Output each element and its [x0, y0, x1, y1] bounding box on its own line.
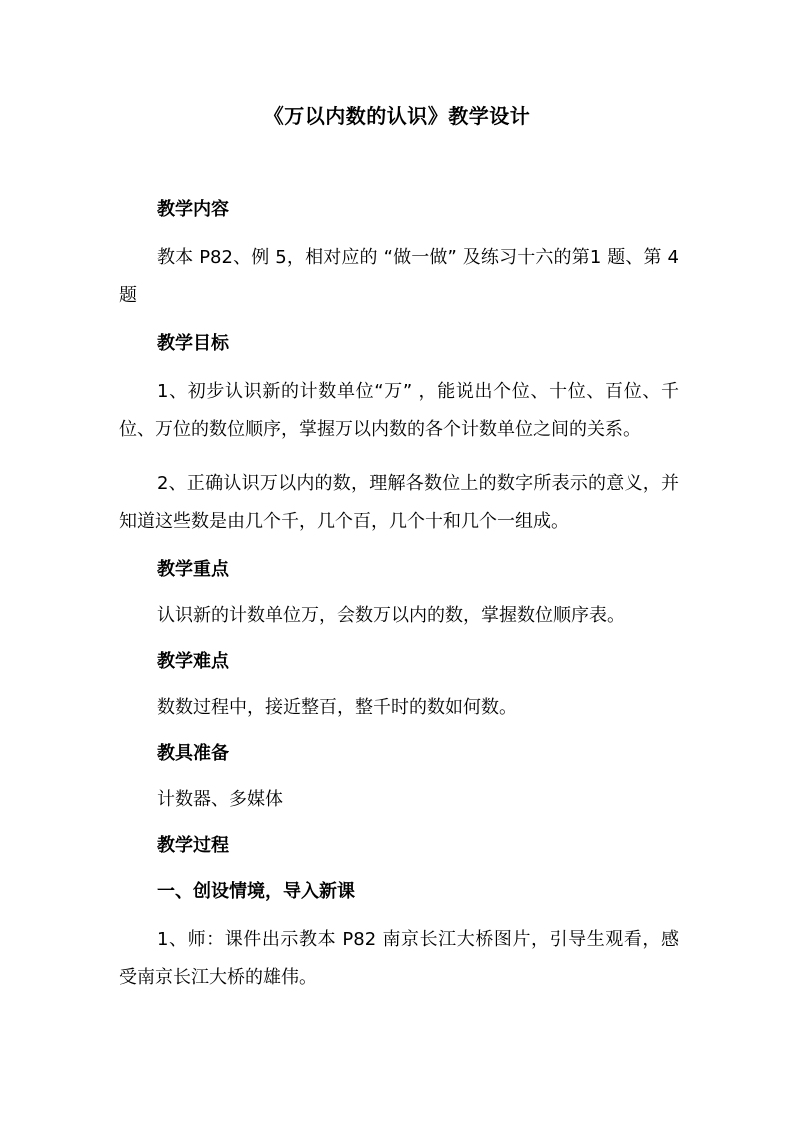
section-text-key-points: 认识新的计数单位万，会数万以内的数，掌握数位顺序表。 — [157, 605, 625, 626]
section-heading-key-points: 教学重点 — [157, 559, 229, 580]
section-heading-content: 教学内容 — [157, 199, 229, 220]
section-text-tools: 计数器、多媒体 — [157, 789, 283, 810]
step-1-heading: 一、创设情境，导入新课 — [157, 881, 355, 902]
section-heading-process: 教学过程 — [157, 835, 229, 856]
goal-item-2: 2、正确认识万以内的数，理解各数位上的数字所表示的意义，并知道这些数是由几个千，几个百，几个十和几个一组成。 — [119, 473, 679, 532]
document-body — [119, 190, 679, 997]
section-heading-difficulties: 教学难点 — [157, 651, 229, 672]
goal-item-1: 1、初步认识新的计数单位“万” ，能说出个位、十位、百位、千位、万位的数位顺序，掌握万以内数的各个计数单位之间的关系。 — [119, 381, 679, 440]
section-text-content: 教本 P82、例 5，相对应的 “做一做” 及练习十六的第1 题、第 4 题 — [119, 247, 679, 306]
section-heading-goals: 教学目标 — [157, 333, 229, 354]
section-text-difficulties: 数数过程中，接近整百，整千时的数如何数。 — [157, 697, 517, 718]
document-title: 《万以内数的认识》教学设计 — [263, 104, 531, 128]
section-heading-tools: 教具准备 — [157, 743, 229, 764]
step-1-item-1: 1、师：课件出示教本 P82 南京长江大桥图片，引导生观看，感受南京长江大桥的雄伟。 — [119, 929, 679, 988]
